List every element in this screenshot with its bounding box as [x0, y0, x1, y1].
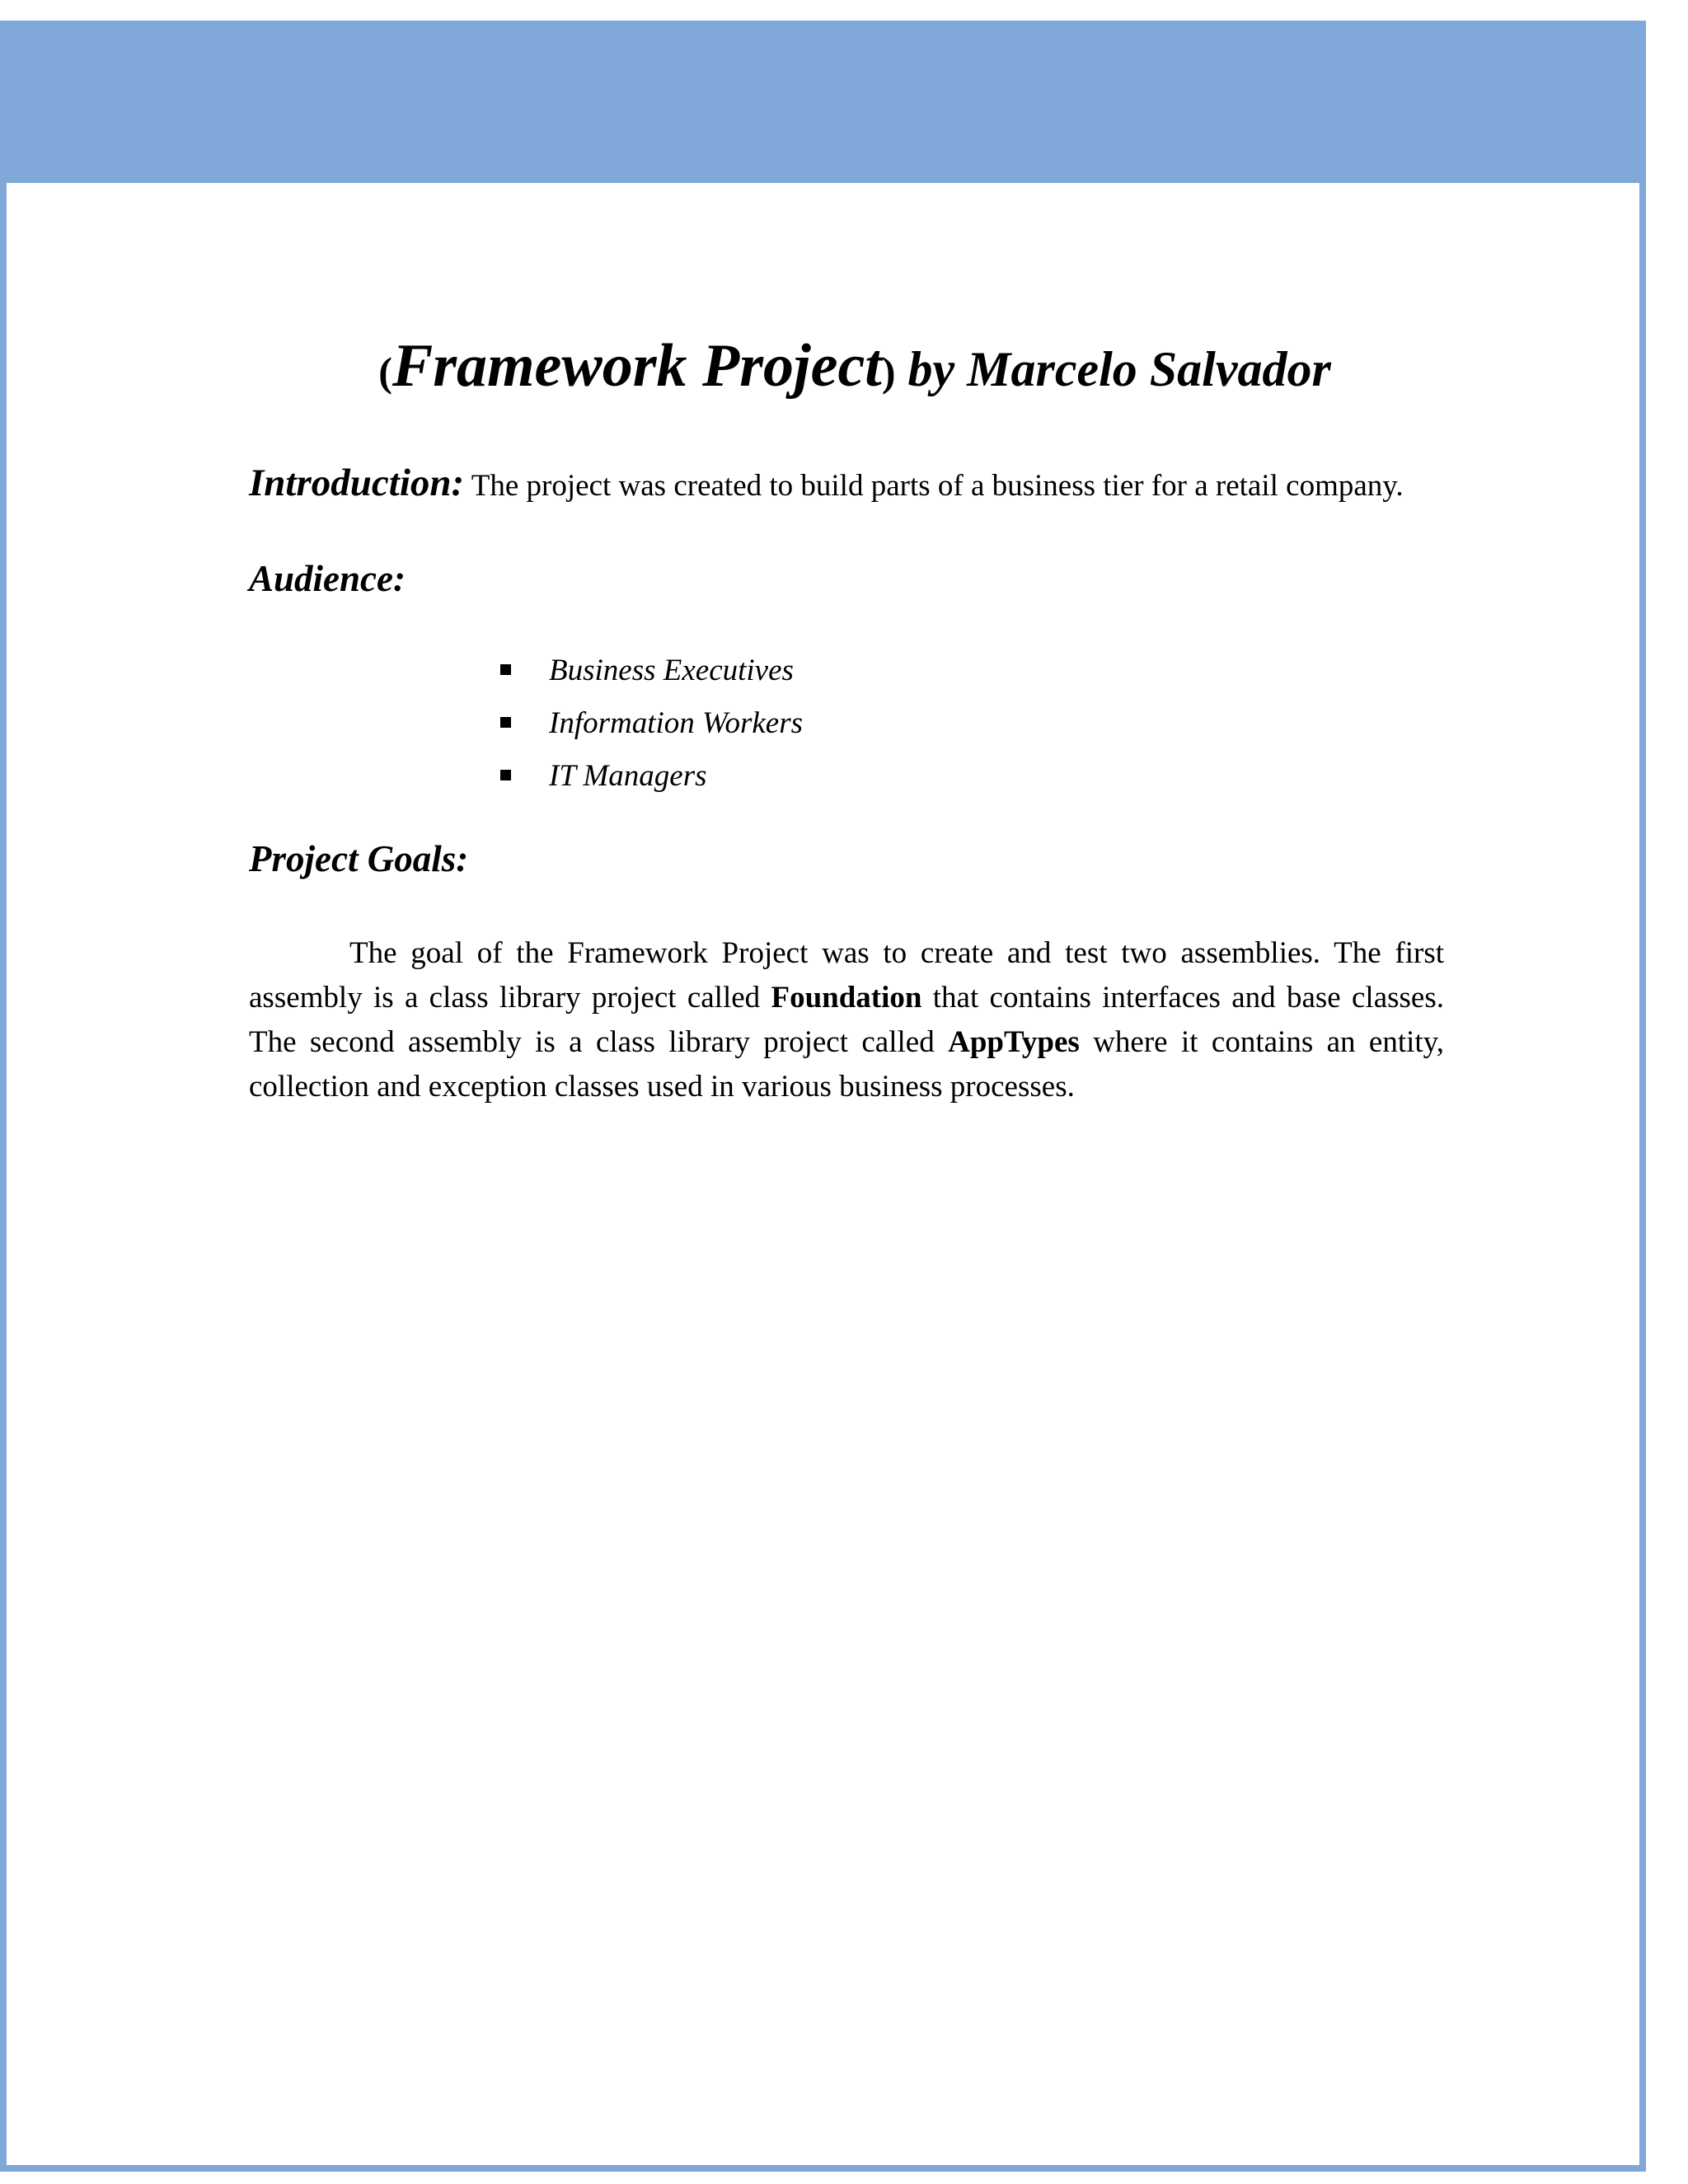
- audience-item-label: Information Workers: [549, 705, 803, 740]
- title-close-paren: ): [881, 349, 896, 395]
- audience-item-label: Business Executives: [549, 653, 794, 687]
- introduction-heading: Introduction:: [249, 461, 465, 504]
- audience-item-label: IT Managers: [549, 758, 707, 793]
- project-goals-paragraph: [249, 931, 1444, 1109]
- goals-text-part: The goal of the Framework Project was to create and test two assemblies. The first assembly is a class library project called: [249, 935, 1444, 1015]
- title-open-paren: (: [378, 349, 392, 395]
- square-bullet-icon: [500, 664, 511, 675]
- goals-text-part: where it contains an entity, collection and exception classes used in various business processes.: [249, 1024, 1445, 1104]
- title-main: Framework Project: [392, 332, 882, 400]
- title-byline: by Marcelo Salvador: [907, 342, 1331, 396]
- list-item: [500, 644, 1444, 697]
- document-body: [249, 330, 1444, 1109]
- audience-heading: Audience:: [249, 557, 406, 599]
- square-bullet-icon: [500, 717, 511, 728]
- list-item: [500, 697, 1444, 750]
- header-band: [0, 21, 1646, 183]
- list-item: [500, 750, 1444, 803]
- introduction-text: The project was created to build parts of a business tier for a retail company.: [471, 468, 1404, 503]
- audience-list: [249, 644, 1444, 803]
- introduction-paragraph: [249, 461, 1444, 509]
- document-title: [249, 330, 1444, 403]
- square-bullet-icon: [500, 770, 511, 780]
- foundation-term: Foundation: [771, 980, 922, 1015]
- goals-text-part: that contains interfaces and base classes. The second assembly is a class library project called: [249, 980, 1444, 1059]
- apptypes-term: AppTypes: [948, 1024, 1080, 1059]
- project-goals-heading: Project Goals:: [249, 837, 469, 879]
